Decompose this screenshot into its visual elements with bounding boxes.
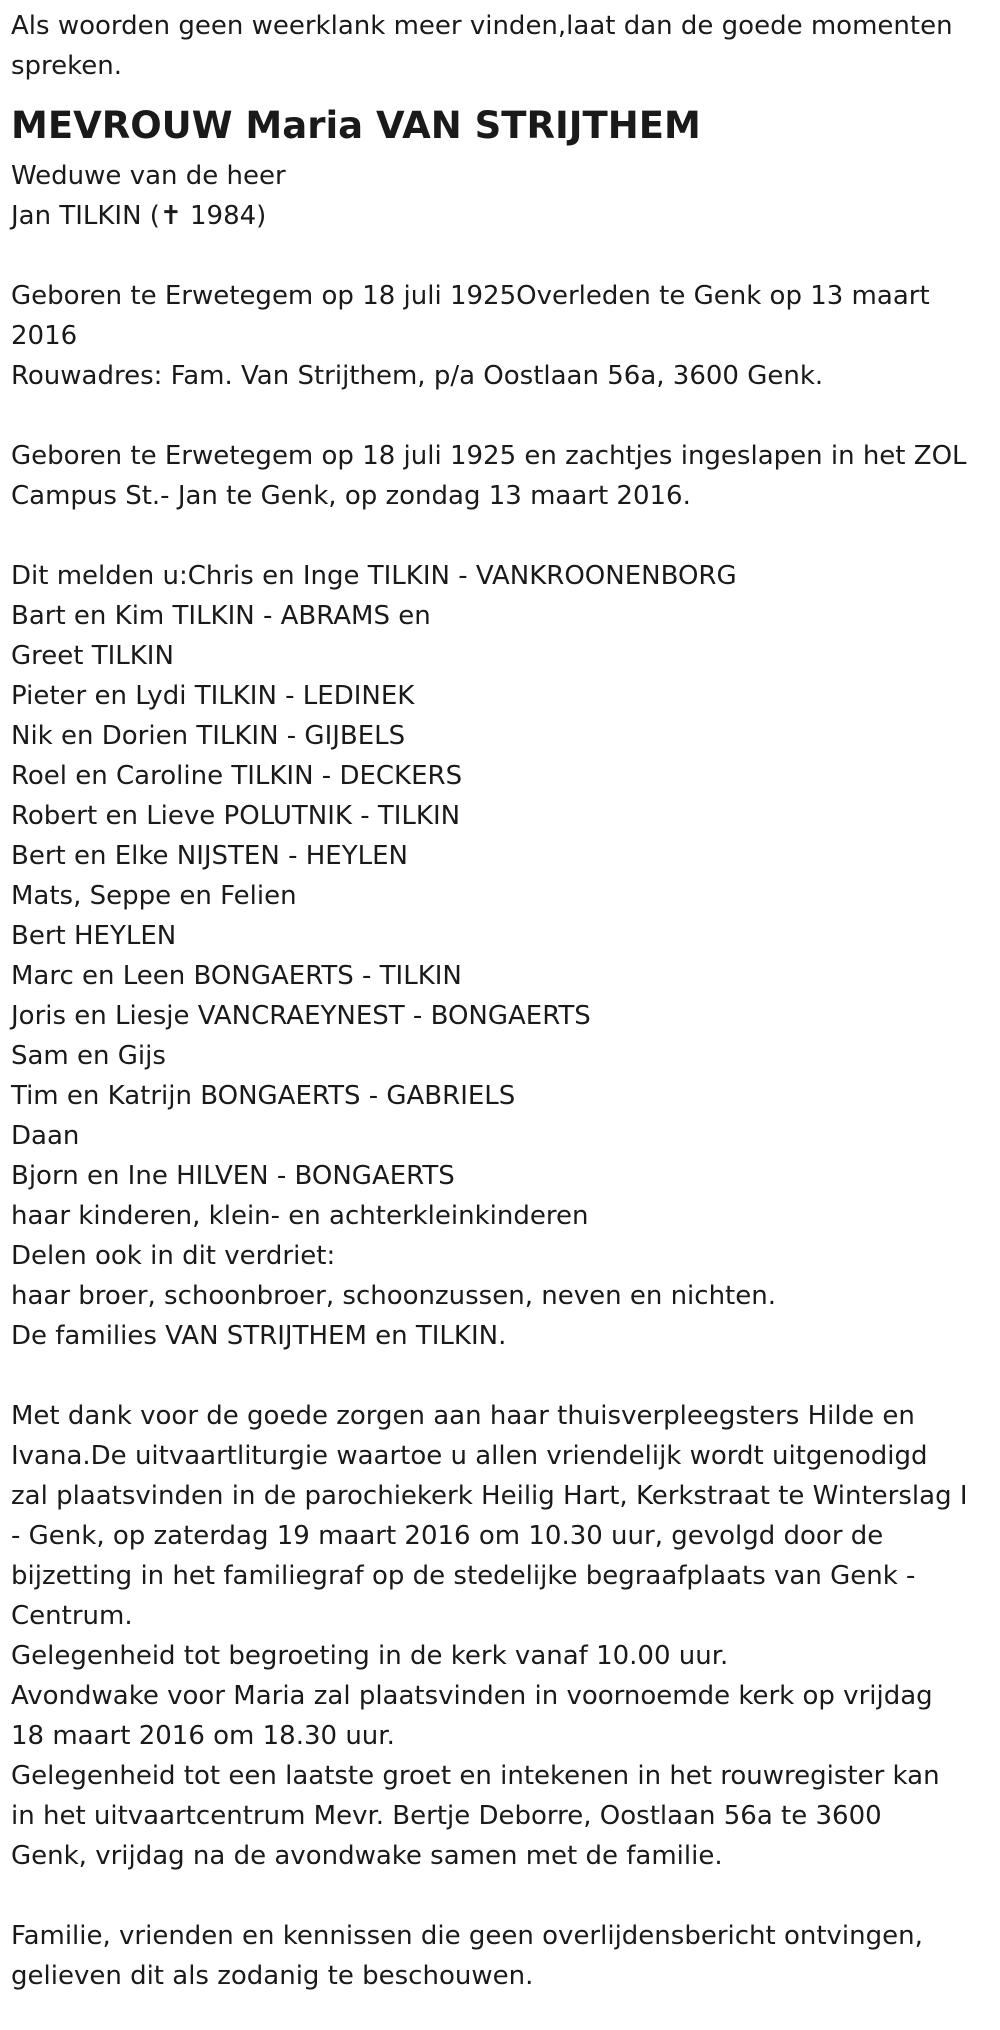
family-line: Bart en Kim TILKIN - ABRAMS en <box>11 601 431 631</box>
family-line: Mats, Seppe en Felien <box>11 881 297 911</box>
ceremony-line: - Genk, op zaterdag 19 maart 2016 om 10.30 uur, gevolgd door de <box>11 1521 884 1551</box>
ceremony-line: Centrum. <box>11 1601 133 1631</box>
passing-line: Geboren te Erwetegem op 18 juli 1925 en zachtjes ingeslapen in het ZOL <box>11 441 967 471</box>
family-line: Sam en Gijs <box>11 1041 166 1071</box>
family-line: Dit melden u:Chris en Inge TILKIN - VANKROONENBORG <box>11 561 737 591</box>
family-line: Marc en Leen BONGAERTS - TILKIN <box>11 961 462 991</box>
family-line: Pieter en Lydi TILKIN - LEDINEK <box>11 681 415 711</box>
motto-line: spreken. <box>11 51 123 81</box>
family-line: Bert HEYLEN <box>11 921 177 951</box>
motto-line: Als woorden geen weerklank meer vinden,laat dan de goede momenten <box>11 11 953 41</box>
ceremony-line: Gelegenheid tot begroeting in de kerk vanaf 10.00 uur. <box>11 1641 729 1671</box>
ceremony-line: Genk, vrijdag na de avondwake samen met de familie. <box>11 1841 723 1871</box>
ceremony-line: in het uitvaartcentrum Mevr. Bertje Deborre, Oostlaan 56a te 3600 <box>11 1801 882 1831</box>
birth-death-line: 2016 <box>11 321 78 351</box>
ceremony-line: 18 maart 2016 om 18.30 uur. <box>11 1721 395 1751</box>
motto-block <box>11 6 996 86</box>
family-line: Delen ook in dit verdriet: <box>11 1241 336 1271</box>
ceremony-line: zal plaatsvinden in de parochiekerk Heilig Hart, Kerkstraat te Winterslag I <box>11 1481 968 1511</box>
family-line: Bjorn en Ine HILVEN - BONGAERTS <box>11 1161 455 1191</box>
mourning-address-line: Rouwadres: Fam. Van Strijthem, p/a Oostlaan 56a, 3600 Genk. <box>11 361 824 391</box>
ceremony-line: Ivana.De uitvaartliturgie waartoe u allen vriendelijk wordt uitgenodigd <box>11 1441 928 1471</box>
family-line: Tim en Katrijn BONGAERTS - GABRIELS <box>11 1081 516 1111</box>
passing-line: Campus St.- Jan te Genk, op zondag 13 maart 2016. <box>11 481 691 511</box>
ceremony-line: Met dank voor de goede zorgen aan haar thuisverpleegsters Hilde en <box>11 1401 915 1431</box>
closing-line: Familie, vrienden en kennissen die geen overlijdensbericht ontvingen, <box>11 1921 923 1951</box>
paragraph-gap <box>11 516 996 556</box>
paragraph-gap <box>11 396 996 436</box>
birth-death-line: Geboren te Erwetegem op 18 juli 1925Overleden te Genk op 13 maart <box>11 281 930 311</box>
family-line: Greet TILKIN <box>11 641 174 671</box>
paragraph-gap <box>11 236 996 276</box>
family-line: De families VAN STRIJTHEM en TILKIN. <box>11 1321 507 1351</box>
closing-block <box>11 1916 996 1996</box>
widow-block <box>11 156 996 236</box>
deceased-name-title: MEVROUW Maria VAN STRIJTHEM <box>11 104 701 147</box>
ceremony-block <box>11 1396 996 1876</box>
widow-line: Jan TILKIN (✝ 1984) <box>11 201 267 231</box>
ceremony-line: Avondwake voor Maria zal plaatsvinden in voornoemde kerk op vrijdag <box>11 1681 933 1711</box>
family-line: Robert en Lieve POLUTNIK - TILKIN <box>11 801 461 831</box>
family-block <box>11 556 996 1356</box>
family-line: haar kinderen, klein- en achterkleinkinderen <box>11 1201 589 1231</box>
closing-line: gelieven dit als zodanig te beschouwen. <box>11 1961 534 1991</box>
ceremony-line: bijzetting in het familiegraf op de stedelijke begraafplaats van Genk - <box>11 1561 916 1591</box>
family-line: haar broer, schoonbroer, schoonzussen, neven en nichten. <box>11 1281 776 1311</box>
family-line: Roel en Caroline TILKIN - DECKERS <box>11 761 463 791</box>
passing-block <box>11 436 996 516</box>
family-line: Daan <box>11 1121 80 1151</box>
family-line: Nik en Dorien TILKIN - GIJBELS <box>11 721 406 751</box>
family-line: Joris en Liesje VANCRAEYNEST - BONGAERTS <box>11 1001 591 1031</box>
obituary-document <box>11 6 996 1996</box>
ceremony-line: Gelegenheid tot een laatste groet en intekenen in het rouwregister kan <box>11 1761 940 1791</box>
paragraph-gap <box>11 1876 996 1916</box>
birth-death-block <box>11 276 996 396</box>
widow-line: Weduwe van de heer <box>11 161 286 191</box>
paragraph-gap <box>11 1356 996 1396</box>
family-line: Bert en Elke NIJSTEN - HEYLEN <box>11 841 408 871</box>
